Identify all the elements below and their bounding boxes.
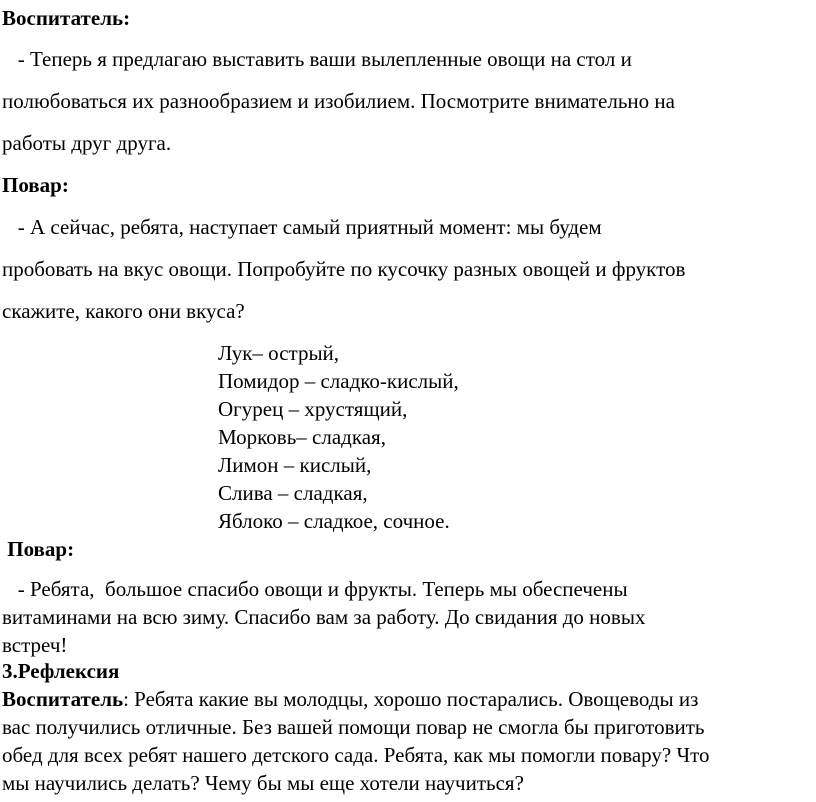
taste-item: Помидор – сладко-кислый,: [218, 369, 459, 393]
speaker-educator: Воспитатель:: [2, 6, 131, 30]
paragraph-line: полюбоваться их разнообразием и изобилием. Посмотрите внимательно на: [2, 89, 675, 113]
taste-item: Слива – сладкая,: [218, 481, 368, 505]
paragraph-line: встреч!: [2, 633, 68, 657]
paragraph-text: : Ребята какие вы молодцы, хорошо постарались. Овощеводы из: [123, 687, 699, 711]
taste-item: Лук– острый,: [218, 341, 340, 365]
paragraph-line: скажите, какого они вкуса?: [2, 299, 245, 323]
taste-item: Яблоко – сладкое, сочное.: [218, 509, 450, 533]
paragraph-line: обед для всех ребят нашего детского сада. Ребята, как мы помогли повару? Что: [2, 743, 710, 767]
taste-item: Лимон – кислый,: [218, 453, 372, 477]
taste-item: Морковь– сладкая,: [218, 425, 386, 449]
paragraph-line: мы научились делать? Чему бы мы еще хотели научиться?: [2, 771, 524, 795]
speaker-cook: Повар:: [2, 173, 69, 197]
paragraph-line: - А сейчас, ребята, наступает самый приятный момент: мы будем: [2, 215, 602, 239]
paragraph-line: вас получились отличные. Без вашей помощи повар не смогла бы приготовить: [2, 715, 705, 739]
speaker-educator: Воспитатель: [2, 687, 124, 711]
speaker-cook: Повар:: [2, 537, 75, 561]
paragraph-line: - Ребята, большое спасибо овощи и фрукты. Теперь мы обеспечены: [2, 577, 628, 601]
section-heading: 3.Рефлексия: [2, 659, 120, 683]
paragraph-line: - Теперь я предлагаю выставить ваши вылепленные овощи на стол и: [2, 47, 632, 71]
paragraph-line: витаминами на всю зиму. Спасибо вам за работу. До свидания до новых: [2, 605, 646, 629]
paragraph-line: работы друг друга.: [2, 131, 172, 155]
paragraph-line: пробовать на вкус овощи. Попробуйте по кусочку разных овощей и фруктов: [2, 257, 686, 281]
paragraph-line: [2, 687, 698, 711]
taste-item: Огурец – хрустящий,: [218, 397, 408, 421]
